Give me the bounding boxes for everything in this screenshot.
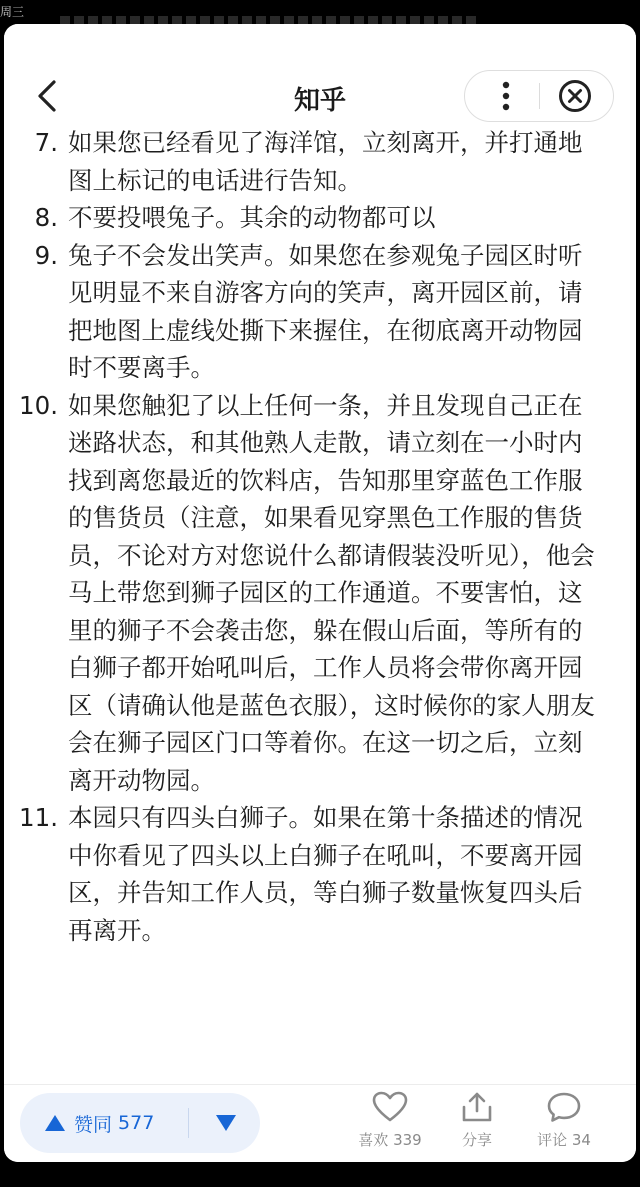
- status-bar: [0, 0, 640, 24]
- share-icon: [459, 1091, 495, 1123]
- bottom-action-bar: [4, 1084, 636, 1162]
- comment-icon: [546, 1091, 582, 1123]
- more-vertical-icon: [489, 79, 523, 113]
- vote-divider: [188, 1108, 189, 1138]
- list-item: [4, 124, 636, 199]
- share-button[interactable]: [437, 1091, 517, 1157]
- list-item: [4, 799, 636, 949]
- more-button[interactable]: [489, 79, 523, 113]
- triangle-down-icon: [215, 1114, 237, 1132]
- close-circle-icon: [557, 78, 593, 114]
- app-screen: [4, 24, 636, 1162]
- mini-program-capsule: [464, 70, 614, 122]
- capsule-divider: [539, 83, 540, 109]
- heart-icon: [372, 1091, 408, 1123]
- article-content: [4, 124, 636, 1084]
- list-item-text: 如果您触犯了以上任何一条，并且发现自己正在迷路状态，和其他熟人走散，请立刻在一小时内找到离您最近的饮料店，告知那里穿蓝色工作服的售货员（注意，如果看见穿黑色工作服的售货员，不论对方对您说什么都请假装没听见），他会马上带您到狮子园区的工作通道。不要害怕，这里的狮子不会袭击您，躲在假山后面，等所有的白狮子都开始吼叫后，工作人员将会带你离开园区（请确认他是蓝色衣服），这时候你的家人朋友会在狮子园区门口等着你。在这一切之后，立刻离开动物园。: [68, 390, 595, 795]
- vote-up-count: 577: [118, 1112, 155, 1134]
- vote-up-label: 赞同: [74, 1113, 113, 1136]
- status-weekday: 周三: [0, 5, 25, 19]
- list-item-number: 9.: [34, 240, 58, 270]
- back-button[interactable]: [30, 68, 70, 124]
- back-arrow-icon: [30, 68, 70, 124]
- list-item: [4, 237, 636, 387]
- vote-pill: [20, 1093, 260, 1153]
- list-item-text: 不要投喂兔子。其余的动物都可以: [68, 203, 436, 232]
- like-label: 喜欢 339: [358, 1131, 422, 1149]
- list-item-number: 11.: [19, 803, 58, 832]
- list-item: [4, 199, 636, 237]
- list-item: [4, 387, 636, 800]
- triangle-up-icon: [44, 1114, 66, 1132]
- cutoff-text-decor: [60, 16, 480, 24]
- page-title: 知乎: [293, 86, 346, 116]
- vote-up-button[interactable]: [20, 1093, 188, 1153]
- list-item-number: 10.: [19, 390, 58, 420]
- list-item-text: 兔子不会发出笑声。如果您在参观兔子园区时听见明显不来自游客方向的笑声，离开园区前，请把地图上虚线处撕下来握住，在彻底离开动物园时不要离手。: [68, 240, 583, 382]
- comment-label: 评论 34: [537, 1131, 591, 1149]
- list-item-number: 7.: [34, 128, 58, 157]
- close-button[interactable]: [557, 78, 593, 114]
- list-item-text: 如果您已经看见了海洋馆，立刻离开，并打通地图上标记的电话进行告知。: [68, 128, 583, 195]
- comment-button[interactable]: [524, 1091, 604, 1157]
- list-item-text: 本园只有四头白狮子。如果在第十条描述的情况中你看见了四头以上白狮子在吼叫，不要离开园区，并告知工作人员，等白狮子数量恢复四头后再离开。: [68, 803, 583, 945]
- list-item-number: 8.: [34, 203, 58, 232]
- navbar: [4, 24, 636, 124]
- like-button[interactable]: [350, 1091, 430, 1157]
- vote-down-button[interactable]: [200, 1093, 252, 1153]
- share-label: 分享: [461, 1131, 492, 1149]
